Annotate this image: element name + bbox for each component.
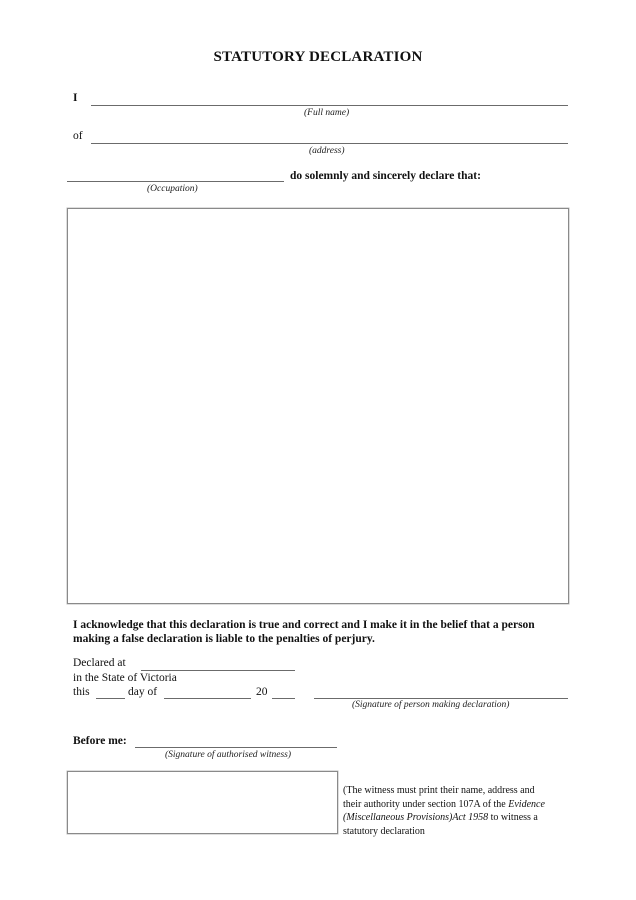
witness-note-line-4: statutory declaration [343, 825, 425, 837]
witness-note [343, 784, 573, 838]
before-me-label: Before me: [73, 735, 127, 747]
acknowledgement-line-1: I acknowledge that this declaration is true and correct and I make it in the belief that a person [73, 619, 535, 631]
year-field[interactable] [272, 698, 295, 699]
witness-note-italic: Evidence [508, 798, 545, 810]
declarant-signature-caption: (Signature of person making declaration) [352, 700, 510, 710]
page-title: STATUTORY DECLARATION [213, 49, 423, 65]
acknowledgement-text [73, 618, 535, 646]
witness-note-italic: (Miscellaneous Provisions)Act 1958 [343, 812, 489, 823]
month-field[interactable] [164, 698, 251, 699]
full-name-caption: (Full name) [304, 108, 350, 118]
witness-details-box[interactable] [67, 771, 338, 834]
witness-note-line-3 [343, 811, 573, 825]
state-label: in the State of Victoria [73, 672, 177, 684]
address-prefix: of [73, 130, 83, 142]
full-name-field[interactable] [91, 105, 568, 106]
witness-signature-caption: (Signature of authorised witness) [165, 750, 292, 760]
address-caption: (address) [309, 146, 345, 156]
witness-note-text: their authority under section 107A of the [343, 798, 509, 810]
witness-signature-field[interactable] [135, 747, 337, 748]
declaration-body-box[interactable] [67, 208, 569, 604]
occupation-caption: (Occupation) [147, 184, 198, 194]
declare-text: do solemnly and sincerely declare that: [290, 170, 481, 182]
witness-note-line-1: (The witness must print their name, address and [343, 785, 535, 796]
year-prefix-label: 20 [256, 686, 268, 698]
declared-at-label: Declared at [73, 657, 126, 669]
occupation-field[interactable] [67, 181, 284, 182]
witness-note-text: to witness a [488, 812, 538, 823]
address-field[interactable] [91, 143, 568, 144]
acknowledgement-line-2: making a false declaration is liable to the penalties of perjury. [73, 633, 375, 645]
this-label: this [73, 686, 90, 698]
declared-at-field[interactable] [141, 670, 295, 671]
witness-note-line-2 [343, 798, 573, 812]
day-field[interactable] [96, 698, 125, 699]
day-of-label: day of [128, 686, 158, 698]
name-prefix: I [73, 92, 78, 104]
declarant-signature-field[interactable] [314, 698, 568, 699]
